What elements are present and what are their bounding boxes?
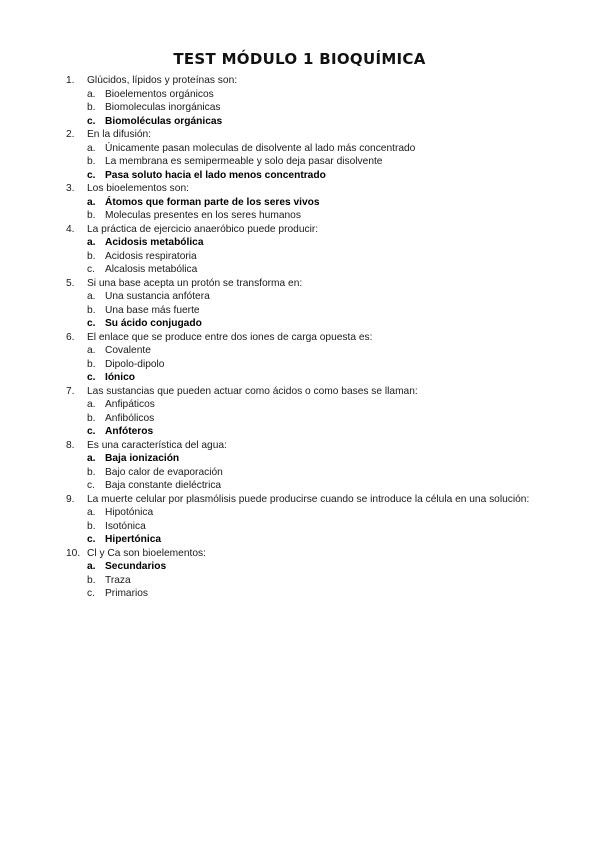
answer-option-correct bbox=[87, 236, 536, 250]
question-text: Los bioelementos son: bbox=[87, 183, 189, 194]
question-item bbox=[66, 493, 536, 547]
question-item bbox=[66, 331, 536, 385]
question-number: 1. bbox=[66, 75, 75, 86]
question-number: 2. bbox=[66, 129, 75, 140]
answer-options bbox=[87, 452, 536, 493]
question-number: 5. bbox=[66, 277, 75, 289]
page-title: TEST MÓDULO 1 BIOQUÍMICA bbox=[173, 50, 426, 68]
answer-option bbox=[87, 506, 536, 520]
answer-options bbox=[87, 344, 536, 385]
answer-options bbox=[87, 290, 536, 331]
question-text: En la difusión: bbox=[87, 129, 151, 140]
option-letter: b. bbox=[87, 304, 96, 316]
option-letter: a. bbox=[87, 507, 96, 518]
option-letter: c. bbox=[87, 169, 96, 181]
answer-options bbox=[87, 196, 536, 223]
answer-options bbox=[87, 506, 536, 547]
answer-option-correct bbox=[87, 317, 536, 331]
option-letter: c. bbox=[87, 426, 96, 437]
answer-option bbox=[87, 398, 536, 412]
answer-option bbox=[87, 142, 536, 156]
question-item bbox=[66, 182, 536, 223]
answer-options bbox=[87, 560, 536, 601]
option-text: Bioelementos orgánicos bbox=[105, 88, 214, 100]
option-text: Hipotónica bbox=[105, 507, 154, 518]
answer-options bbox=[87, 88, 536, 129]
option-letter: c. bbox=[87, 115, 96, 127]
option-letter: a. bbox=[87, 561, 96, 572]
answer-option bbox=[87, 263, 536, 277]
option-letter: a. bbox=[87, 453, 96, 464]
option-letter: c. bbox=[87, 318, 96, 329]
answer-option bbox=[87, 209, 536, 223]
answer-option bbox=[87, 466, 536, 480]
question-number: 3. bbox=[66, 183, 75, 194]
option-letter: c. bbox=[87, 372, 96, 383]
question-text: Glúcidos, lípidos y proteínas son: bbox=[87, 75, 238, 86]
answer-option-correct bbox=[87, 196, 536, 210]
option-letter: c. bbox=[87, 534, 96, 545]
answer-option bbox=[87, 574, 536, 588]
option-text: Acidosis respiratoria bbox=[105, 250, 197, 262]
option-letter: b. bbox=[87, 466, 96, 478]
option-letter: a. bbox=[87, 345, 96, 356]
option-text: Baja ionización bbox=[105, 453, 180, 464]
question-text: Es una característica del agua: bbox=[87, 439, 227, 451]
question-item bbox=[66, 128, 536, 182]
option-letter: b. bbox=[87, 102, 96, 113]
option-letter: b. bbox=[87, 210, 96, 221]
option-text: Secundarios bbox=[105, 561, 167, 572]
option-text: Únicamente pasan moleculas de disolvente al lado más concentrado bbox=[105, 142, 416, 154]
option-letter: a. bbox=[87, 196, 96, 208]
answer-option-correct bbox=[87, 452, 536, 466]
question-text: La muerte celular por plasmólisis puede producirse cuando se introduce la célula en una solución: bbox=[87, 493, 530, 505]
answer-option bbox=[87, 358, 536, 372]
answer-options bbox=[87, 142, 536, 183]
answer-option bbox=[87, 290, 536, 304]
option-letter: b. bbox=[87, 412, 96, 424]
option-letter: c. bbox=[87, 480, 95, 491]
question-item bbox=[66, 439, 536, 493]
option-letter: c. bbox=[87, 588, 95, 599]
question-text: La práctica de ejercicio anaeróbico puede producir: bbox=[87, 223, 319, 235]
option-text: Biomoleculas inorgánicas bbox=[105, 102, 221, 113]
option-letter: b. bbox=[87, 156, 96, 167]
answer-option bbox=[87, 88, 536, 102]
option-letter: b. bbox=[87, 520, 96, 532]
answer-option bbox=[87, 412, 536, 426]
option-text: Alcalosis metabólica bbox=[105, 264, 198, 275]
option-text: Baja constante dieléctrica bbox=[105, 480, 222, 491]
question-item bbox=[66, 547, 536, 601]
answer-options bbox=[87, 398, 536, 439]
question-text: Cl y Ca son bioelementos: bbox=[87, 547, 206, 559]
option-text: Hipertónica bbox=[105, 534, 162, 545]
option-text: Su ácido conjugado bbox=[105, 318, 202, 329]
question-item bbox=[66, 385, 536, 439]
option-letter: b. bbox=[87, 358, 96, 370]
option-text: Pasa soluto hacia el lado menos concentrado bbox=[105, 169, 326, 181]
question-text: Si una base acepta un protón se transforma en: bbox=[87, 277, 303, 289]
option-text: Acidosis metabólica bbox=[105, 237, 204, 248]
option-text: Primarios bbox=[105, 588, 149, 599]
option-text: Anfibólicos bbox=[105, 412, 155, 424]
option-text: Moleculas presentes en los seres humanos bbox=[105, 210, 301, 221]
answer-option-correct bbox=[87, 533, 536, 547]
option-letter: b. bbox=[87, 250, 96, 262]
answer-option bbox=[87, 479, 536, 493]
question-number: 10. bbox=[66, 547, 81, 559]
answer-option bbox=[87, 250, 536, 264]
option-text: Una base más fuerte bbox=[105, 304, 200, 316]
option-letter: b. bbox=[87, 574, 96, 586]
option-letter: a. bbox=[87, 399, 96, 410]
option-text: Átomos que forman parte de los seres vivos bbox=[105, 196, 320, 208]
option-text: Covalente bbox=[105, 345, 151, 356]
question-number: 9. bbox=[66, 493, 75, 505]
option-text: Isotónica bbox=[105, 520, 146, 532]
question-list bbox=[66, 74, 536, 601]
answer-option bbox=[87, 101, 536, 115]
option-letter: a. bbox=[87, 88, 96, 100]
option-letter: a. bbox=[87, 142, 96, 154]
question-item bbox=[66, 277, 536, 331]
answer-option bbox=[87, 344, 536, 358]
question-number: 7. bbox=[66, 385, 75, 397]
question-number: 8. bbox=[66, 439, 75, 451]
answer-option-correct bbox=[87, 425, 536, 439]
option-text: La membrana es semipermeable y solo deja pasar disolvente bbox=[105, 156, 383, 167]
option-text: Anfipáticos bbox=[105, 399, 155, 410]
option-letter: c. bbox=[87, 264, 95, 275]
option-text: Biomoléculas orgánicas bbox=[105, 115, 223, 127]
option-text: Una sustancia anfótera bbox=[105, 291, 210, 302]
option-text: Anfóteros bbox=[105, 426, 154, 437]
answer-option-correct bbox=[87, 169, 536, 183]
answer-option bbox=[87, 520, 536, 534]
answer-option-correct bbox=[87, 371, 536, 385]
option-letter: a. bbox=[87, 291, 96, 302]
answer-option-correct bbox=[87, 560, 536, 574]
option-letter: a. bbox=[87, 237, 96, 248]
answer-option bbox=[87, 155, 536, 169]
option-text: Traza bbox=[105, 574, 131, 586]
answer-options bbox=[87, 236, 536, 277]
question-text: Las sustancias que pueden actuar como ácidos o como bases se llaman: bbox=[87, 385, 418, 397]
answer-option bbox=[87, 304, 536, 318]
question-number: 4. bbox=[66, 223, 75, 235]
option-text: Bajo calor de evaporación bbox=[105, 466, 223, 478]
answer-option bbox=[87, 587, 536, 601]
option-text: Dipolo-dipolo bbox=[105, 358, 165, 370]
question-number: 6. bbox=[66, 331, 75, 343]
question-item bbox=[66, 74, 536, 128]
option-text: Iónico bbox=[105, 372, 135, 383]
question-item bbox=[66, 223, 536, 277]
question-text: El enlace que se produce entre dos iones de carga opuesta es: bbox=[87, 331, 373, 343]
answer-option-correct bbox=[87, 115, 536, 129]
